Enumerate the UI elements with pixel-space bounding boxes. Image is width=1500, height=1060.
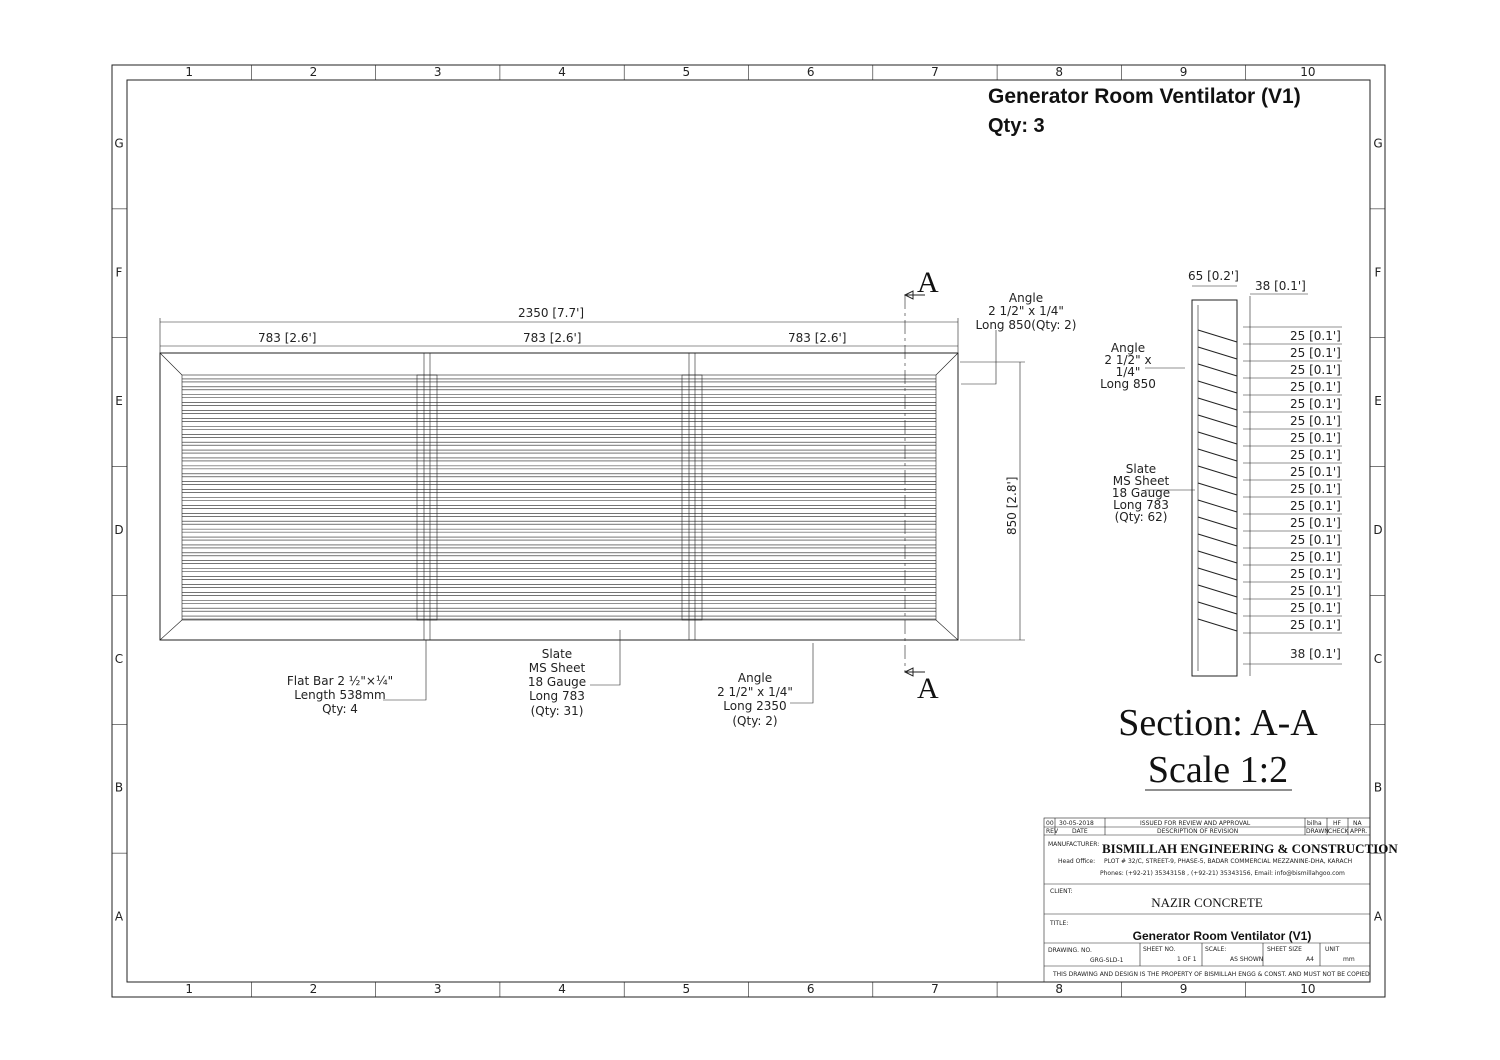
tb-hdr-desc: DESCRIPTION OF REVISION <box>1157 828 1239 835</box>
sheet-qty: Qty: 3 <box>988 115 1045 137</box>
section-slat <box>1198 449 1237 461</box>
pitch-dim: 25 [0.1'] <box>1290 584 1341 598</box>
grid-row-label: C <box>1373 651 1383 666</box>
tb-drawn: bilha <box>1307 820 1322 827</box>
tb-drawing-no-label: DRAWING. NO. <box>1048 947 1092 954</box>
pitch-dim: 25 [0.1'] <box>1290 550 1341 564</box>
section-slat <box>1198 364 1237 376</box>
section-top-dim: 38 [0.1'] <box>1255 279 1306 293</box>
pitch-dim: 25 [0.1'] <box>1290 448 1341 462</box>
grid-col-label: 3 <box>433 65 442 79</box>
pitch-dim: 25 [0.1'] <box>1290 533 1341 547</box>
height-dim: 850 [2.8'] <box>1005 476 1019 535</box>
tb-office-label: Head Office: <box>1058 858 1096 865</box>
section-slat <box>1198 347 1237 359</box>
tb-hdr-drawn: DRAWN <box>1306 828 1329 835</box>
grid-col-label: 8 <box>1055 982 1064 996</box>
grid-col-label: 10 <box>1300 982 1316 996</box>
note-angle-right: Angle 2 1/2" x 1/4" Long 850(Qty: 2) <box>975 291 1077 332</box>
grid-col-label: 1 <box>185 65 193 79</box>
tb-phones: Phones: (+92-21) 35343158 , (+92-21) 35343156, Email: info@bismillahgoo.com <box>1100 870 1345 877</box>
pitch-dim: 25 [0.1'] <box>1290 329 1341 343</box>
section-mark-top: A <box>917 266 939 299</box>
tb-date: 30-05-2018 <box>1059 820 1094 827</box>
section-slat <box>1198 568 1237 580</box>
grid-col-label: 2 <box>309 65 318 79</box>
pitch-dim: 25 [0.1'] <box>1290 601 1341 615</box>
tb-sheet-no: 1 OF 1 <box>1177 956 1197 963</box>
bay-dim-1: 783 [2.6'] <box>258 331 317 345</box>
grid-col-label: 3 <box>433 982 442 996</box>
tb-description: ISSUED FOR REVIEW AND APPROVAL <box>1140 820 1251 827</box>
grid-col-label: 6 <box>806 982 815 996</box>
tb-check: HF <box>1333 820 1341 827</box>
bay-dim-2: 783 [2.6'] <box>523 331 582 345</box>
section-label: Section: A-A <box>1118 702 1318 744</box>
tb-title-label: TITLE: <box>1050 920 1069 927</box>
grid-row-label: D <box>114 523 124 537</box>
grid-col-label: 6 <box>806 65 815 79</box>
grid-col-label: 8 <box>1055 65 1064 79</box>
section-slat <box>1198 398 1237 410</box>
grid-col-label: 7 <box>931 65 939 79</box>
grid-row-label: F <box>115 265 123 280</box>
section-slat <box>1198 602 1237 614</box>
section-bottom-dim: 38 [0.1'] <box>1290 647 1341 661</box>
grid-row-label: A <box>114 909 124 924</box>
grid-row-label: B <box>1373 780 1383 795</box>
grid-col-label: 10 <box>1300 65 1316 79</box>
section-note-slate: Slate MS Sheet 18 Gauge Long 783 (Qty: 62) <box>1111 462 1171 524</box>
note-slate: Slate MS Sheet 18 Gauge Long 783 (Qty: 31) <box>527 647 587 718</box>
section-slat <box>1198 466 1237 478</box>
section-slat <box>1198 381 1237 393</box>
grid-row-label: A <box>1373 909 1383 924</box>
tb-office: PLOT # 32/C, STREET-9, PHASE-5, BADAR COMMERCIAL MEZZANINE-DHA, KARACH <box>1104 858 1353 865</box>
pitch-dim: 25 [0.1'] <box>1290 380 1341 394</box>
section-slat <box>1198 330 1237 342</box>
grid-col-label: 4 <box>558 982 566 996</box>
grid-col-label: 5 <box>682 982 691 996</box>
grid-row-label: E <box>115 394 123 409</box>
tb-hdr-appr: APPR. <box>1350 828 1368 835</box>
tb-drawing-no: GRG-SLD-1 <box>1090 957 1124 964</box>
grid-col-label: 5 <box>682 65 691 79</box>
pitch-dim: 25 [0.1'] <box>1290 414 1341 428</box>
pitch-dim: 25 [0.1'] <box>1290 465 1341 479</box>
tb-unit: mm <box>1343 956 1355 963</box>
tb-sheet-size-label: SHEET SIZE <box>1267 946 1302 953</box>
section-view <box>1145 286 1308 676</box>
tb-client: NAZIR CONCRETE <box>1151 895 1263 910</box>
grid-col-label: 2 <box>309 982 318 996</box>
section-note-angle: Angle 2 1/2" x 1/4" Long 850 <box>1100 341 1156 391</box>
tb-unit-label: UNIT <box>1325 946 1340 953</box>
tb-sheet-no-label: SHEET NO. <box>1143 946 1176 953</box>
overall-width-dim: 2350 [7.7'] <box>518 306 585 320</box>
note-angle-bottom: Angle 2 1/2" x 1/4" Long 2350 (Qty: 2) <box>717 671 793 728</box>
tb-rev: 00 <box>1046 820 1054 827</box>
section-slat <box>1198 500 1237 512</box>
grid-col-label: 7 <box>931 982 939 996</box>
grid-row-label: C <box>114 651 124 666</box>
tb-hdr-rev: REV <box>1046 828 1059 835</box>
tb-client-label: CLIENT: <box>1050 888 1073 895</box>
grid-row-label: G <box>1373 136 1383 151</box>
tb-hdr-check: CHECK <box>1328 828 1349 835</box>
pitch-dim: 25 [0.1'] <box>1290 618 1341 632</box>
section-width-dim: 65 [0.2'] <box>1188 269 1239 283</box>
section-slat <box>1198 415 1237 427</box>
pitch-dim: 25 [0.1'] <box>1290 346 1341 360</box>
grid-row-label: G <box>114 136 124 151</box>
section-slat <box>1198 432 1237 444</box>
pitch-dim: 25 [0.1'] <box>1290 431 1341 445</box>
pitch-dim: 25 [0.1'] <box>1290 363 1341 377</box>
grid-row-label: E <box>1374 394 1382 409</box>
note-flat-bar: Flat Bar 2 ½"×¼" Length 538mm Qty: 4 <box>286 674 394 716</box>
tb-hdr-date: DATE <box>1072 828 1088 835</box>
pitch-dim: 25 [0.1'] <box>1290 516 1341 530</box>
tb-scale-label: SCALE: <box>1205 946 1227 953</box>
tb-manufacturer: BISMILLAH ENGINEERING & CONSTRUCTION <box>1102 841 1398 856</box>
section-mark-bottom: A <box>917 672 939 705</box>
section-scale: Scale 1:2 <box>1147 749 1289 791</box>
grid-col-label: 4 <box>558 65 566 79</box>
tb-appr: NA <box>1353 820 1362 827</box>
grid-row-label: F <box>1374 265 1382 280</box>
section-slat <box>1198 551 1237 563</box>
pitch-dim: 25 [0.1'] <box>1290 499 1341 513</box>
pitch-dim: 25 [0.1'] <box>1290 482 1341 496</box>
sheet-title: Generator Room Ventilator (V1) <box>988 85 1301 108</box>
tb-title: Generator Room Ventilator (V1) <box>1132 929 1312 943</box>
grid-row-label: B <box>114 780 124 795</box>
tb-manufacturer-label: MANUFACTURER: <box>1048 841 1100 848</box>
grid-row-label: D <box>1373 523 1383 537</box>
pitch-dim: 25 [0.1'] <box>1290 567 1341 581</box>
grid-col-label: 9 <box>1179 982 1188 996</box>
section-slat <box>1198 483 1237 495</box>
elevation-view <box>160 291 1025 676</box>
section-slat <box>1198 619 1237 631</box>
tb-footer: THIS DRAWING AND DESIGN IS THE PROPERTY OF BISMILLAH ENGG & CONST. AND MUST NOT BE COPIED <box>1053 971 1370 978</box>
section-slat <box>1198 517 1237 529</box>
bay-dim-3: 783 [2.6'] <box>788 331 847 345</box>
tb-scale: AS SHOWN <box>1230 956 1264 963</box>
section-slat <box>1198 585 1237 597</box>
grid-col-label: 1 <box>185 982 193 996</box>
tb-sheet-size: A4 <box>1306 956 1314 963</box>
section-slat <box>1198 534 1237 546</box>
pitch-dim: 25 [0.1'] <box>1290 397 1341 411</box>
grid-col-label: 9 <box>1179 65 1188 79</box>
